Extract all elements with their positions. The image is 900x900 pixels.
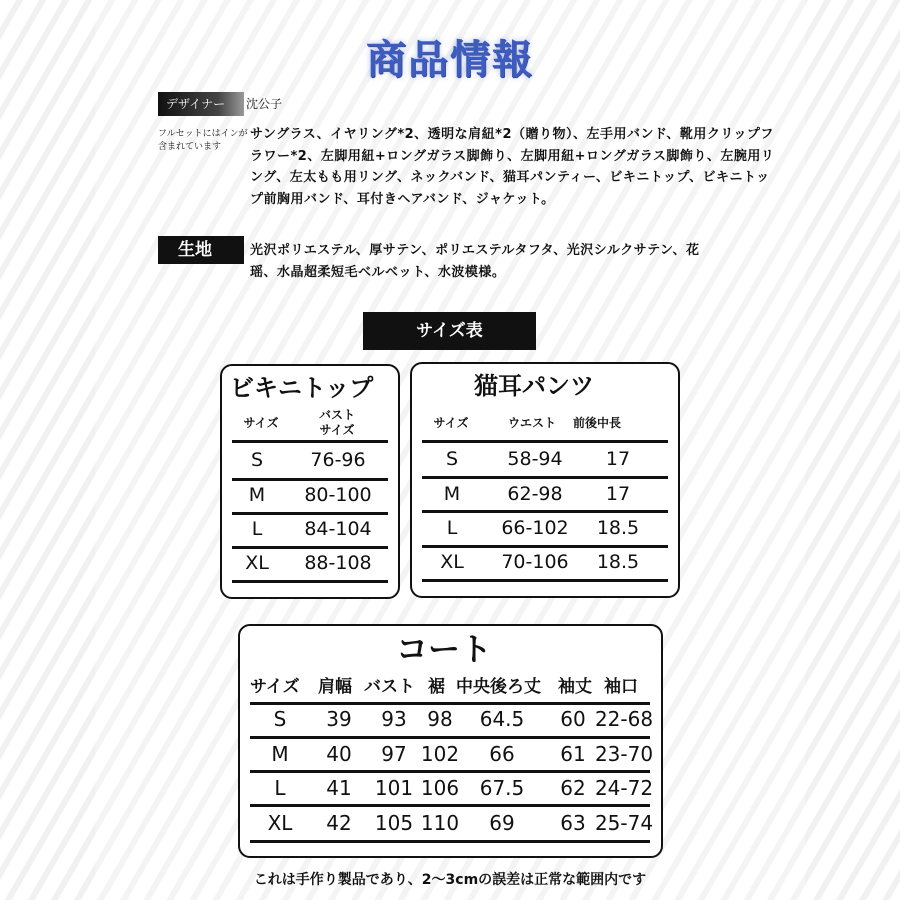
cell: M <box>271 742 289 766</box>
cell: 18.5 <box>596 517 640 539</box>
cell: 70-106 <box>501 551 569 573</box>
pants-row-l <box>422 513 668 544</box>
cell: 93 <box>381 707 407 731</box>
cell: 64.5 <box>479 707 525 731</box>
designer-label: デザイナー <box>158 92 244 116</box>
cell: M <box>248 484 266 506</box>
coat-row-m <box>250 739 654 770</box>
pants-row-s <box>422 444 668 475</box>
coat-header-size: サイズ <box>250 677 300 697</box>
cell: XL <box>245 552 269 574</box>
designer-name: 沈公子 <box>246 97 283 111</box>
bikini-row-l <box>232 514 388 545</box>
pants-row-xl <box>422 547 668 578</box>
cell: 66-102 <box>501 517 569 539</box>
handmade-note: これは手作り製品であり、2～3cmの誤差は正常な範囲内です <box>253 872 647 888</box>
coat-row-line <box>250 804 650 807</box>
pants-header-length: 前後中長 <box>572 416 621 430</box>
cell: 105 <box>374 811 414 835</box>
cell: S <box>273 707 287 731</box>
cell: L <box>274 776 286 800</box>
coat-header-shoulder: 肩幅 <box>318 677 352 697</box>
fabric-label: 生地 <box>158 236 244 264</box>
cell: XL <box>267 811 293 835</box>
cell: 63 <box>560 811 586 835</box>
cell: 106 <box>420 776 460 800</box>
cell: S <box>250 449 264 471</box>
cell: 17 <box>605 483 631 505</box>
bikini-row-s <box>232 445 388 476</box>
coat-header-cuff: 袖口 <box>604 677 638 697</box>
cell: 23-70 <box>594 742 654 766</box>
coat-header-bust: バスト <box>364 677 415 697</box>
coat-row-xl <box>250 808 654 839</box>
cell: 39 <box>326 707 352 731</box>
cell: L <box>251 518 263 540</box>
coat-header-hem: 裾 <box>428 677 445 697</box>
bikini-row-xl <box>232 548 388 579</box>
pants-header-waist: ウエスト <box>507 416 556 430</box>
coat-row-s <box>250 704 654 735</box>
cell: L <box>446 517 458 539</box>
cell: 88-108 <box>304 552 372 574</box>
cell: 61 <box>560 742 586 766</box>
fabric-text: 光沢ポリエステル、厚サテン、ポリエステルタフタ、光沢シルクサテン、花瑶、水晶超柔短毛ベルベット、水波模様。 <box>250 243 700 280</box>
cell: 58-94 <box>507 448 563 470</box>
cell: S <box>445 448 459 470</box>
coat-size-table <box>238 624 663 858</box>
coat-header-sleeve-length: 袖丈 <box>558 677 592 697</box>
cell: 101 <box>374 776 414 800</box>
cell: 62-98 <box>507 483 563 505</box>
bikini-title: ビキニトップ <box>230 374 374 402</box>
coat-bottom-line <box>250 840 650 843</box>
bikini-bottom-line <box>232 580 388 583</box>
cell: 22-68 <box>594 707 654 731</box>
cell: 42 <box>326 811 352 835</box>
cell: 97 <box>381 742 407 766</box>
bikini-header-size: サイズ <box>243 416 279 430</box>
bikini-row-m <box>232 480 388 511</box>
cell: 24-72 <box>594 776 654 800</box>
cell: 67.5 <box>479 776 525 800</box>
pants-size-table <box>410 362 680 598</box>
cell: 66 <box>489 742 515 766</box>
pants-title: 猫耳パンツ <box>474 372 594 400</box>
bikini-header-line <box>232 440 388 443</box>
set-contents: サングラス、イヤリング*2、透明な肩紐*2（贈り物）、左手用バンド、靴用クリップフラワー*2、左脚用紐+ロングガラス脚飾り、左脚用紐+ロングガラス脚飾り、左腕用リング、左太もも用リング、ネックバンド、猫耳パンティー、ビキニトップ、ビキニトップ前胸用バンド、耳付きヘアバンド、ジャケット。 <box>250 127 775 207</box>
cell: 102 <box>420 742 460 766</box>
cell: 18.5 <box>596 551 640 573</box>
cell: 41 <box>326 776 352 800</box>
coat-row-l <box>250 773 654 804</box>
pants-bottom-line <box>422 579 668 582</box>
cell: 76-96 <box>310 449 366 471</box>
cell: 110 <box>420 811 460 835</box>
size-table-title: サイズ表 <box>363 312 536 350</box>
cell: 84-104 <box>304 518 372 540</box>
coat-header-back-length: 中央後ろ丈 <box>456 677 541 697</box>
cell: 60 <box>560 707 586 731</box>
pants-header-line <box>422 440 668 443</box>
set-label: フルセットにはインが含まれています <box>158 129 248 152</box>
coat-title: コート <box>396 630 493 668</box>
cell: 25-74 <box>594 811 654 835</box>
cell: M <box>443 483 461 505</box>
cell: 62 <box>560 776 586 800</box>
pants-row-m <box>422 479 668 510</box>
page-title: 商品情報 <box>366 37 534 83</box>
cell: 69 <box>489 811 515 835</box>
cell: 98 <box>427 707 453 731</box>
cell: 40 <box>326 742 352 766</box>
pants-header-size: サイズ <box>433 416 469 430</box>
cell: 80-100 <box>304 484 372 506</box>
cell: 17 <box>605 448 631 470</box>
cell: XL <box>440 551 464 573</box>
bikini-size-table <box>220 364 400 599</box>
bikini-header-bust: バスト サイズ <box>318 408 355 437</box>
